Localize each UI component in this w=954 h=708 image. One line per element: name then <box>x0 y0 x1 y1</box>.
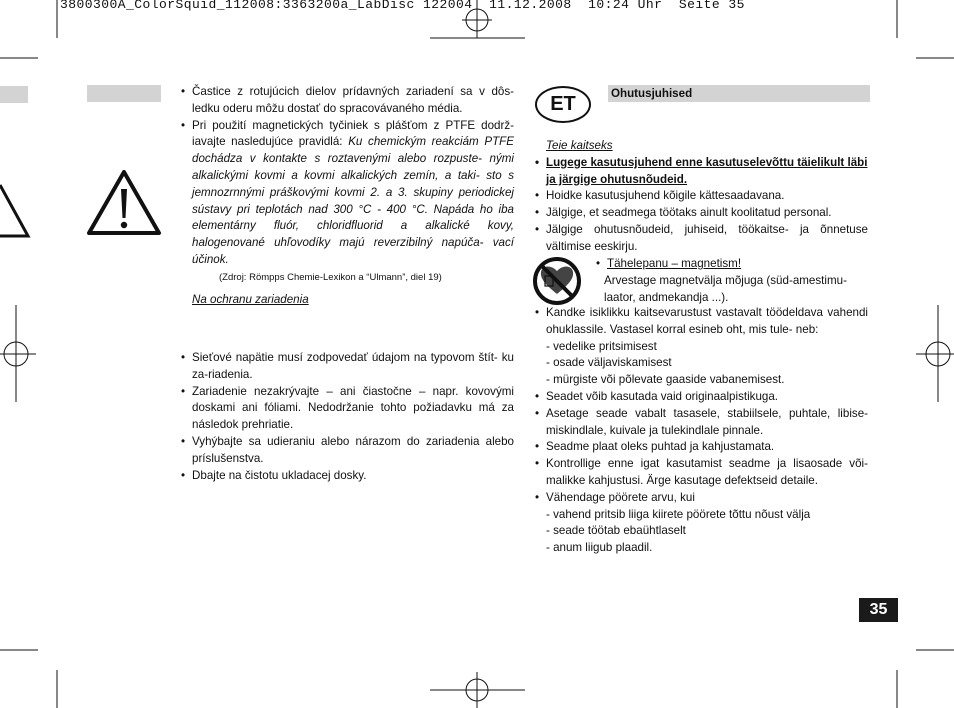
list-item: • Častice z rotujúcich dielov prídavných zariadení sa v dôs- ledku oderu môžu dostať do spracovávaného média. <box>181 84 514 118</box>
page-number: 35 <box>859 598 898 622</box>
list-item: • Kontrollige enne igat kasutamist seadme ja lisaosade või- malikke kahjustusi. Ärge kasutage defektseid detaile. <box>535 456 868 490</box>
registration-mark-icon <box>0 305 36 402</box>
list-item: • Hoidke kasutusjuhend kõigile kättesaadavana. <box>535 188 868 205</box>
list-item: • Pri použití magnetických tyčiniek s plášťom z PTFE dodrž- iavajte nasledujúce pravidlá: Ku chemickým reakciám PTFE dochádza v kontakte s roztavenými alebo rozpuste- nými alkalickými kovmi a kovmi alkalických zemín, a taki- sto s jemnozrnnými práškovými kovmi 2. a 3. skupiny periodickej sústavy pri teplotách nad 300 °C - 400 °C. Napáda ho iba elementárny fluór, chloridfluorid a alkalické kovy, halogenované uhľovodíky majú reverzibilný napúča- vací účinok. <box>181 118 514 269</box>
sub-item: - vahend pritsib liiga kiirete pöörete tõttu nõust välja <box>546 507 811 521</box>
registration-mark-icon <box>916 305 954 402</box>
section-title: Ohutusjuhised <box>608 85 870 102</box>
sub-item: - mürgiste või põlevate gaaside vabanemisest. <box>546 373 785 387</box>
registration-mark-icon <box>462 672 492 708</box>
sub-item: - anum liigub plaadil. <box>546 541 653 555</box>
section-subheading: Na ochranu zariadenia <box>192 292 309 306</box>
magnet-warning <box>596 256 868 306</box>
list-item: • Vyhýbajte sa udieraniu alebo nárazom do zariadenia alebo príslušenstva. <box>181 434 514 468</box>
list-item: • Seadet võib kasutada vaid originaalpistikuga. <box>535 389 868 406</box>
left-column <box>181 84 514 308</box>
list-item: • Seadme plaat oleks puhtad ja kahjustamata. <box>535 439 868 456</box>
list-item: • Dbajte na čistotu ukladacej dosky. <box>181 468 514 485</box>
warning-triangle-icon <box>89 172 159 233</box>
magnet-title: • Tähelepanu – magnetism! <box>596 256 868 273</box>
magnet-text: Arvestage magnetvälja mõjuga (süd-amestimu- laator, andmekandja ...). <box>604 273 847 304</box>
source-note: (Zdroj: Römpps Chemie-Lexikon a “Ulmann”, diel 19) <box>219 271 442 283</box>
sub-item: - osade väljaviskamisest <box>546 356 672 370</box>
list-item: • Jälgige, et seadmega töötaks ainult koolitatud personal. <box>535 205 868 222</box>
language-badge: ET <box>535 86 591 123</box>
print-header: 3800300A_ColorSquid_112008:3363200a_LabDisc 122004 11.12.2008 10:24 Uhr Seite 35 <box>60 0 745 12</box>
section-subheading: Teie kaitseks <box>546 139 613 152</box>
list-item: • Kandke isiklikku kaitsevarustust vastavalt töödeldava vahendi ohuklassile. Vastasel korral esineb oht, mis tule- neb: <box>535 305 868 339</box>
section-header-bar <box>87 85 161 102</box>
sub-item: - vedelike pritsimisest <box>546 339 657 353</box>
registration-mark-icon <box>462 0 492 38</box>
no-pacemaker-icon <box>535 259 579 303</box>
right-column-2 <box>535 305 868 557</box>
list-item: • Asetage seade vabalt tasasele, stabiilsele, puhtale, libise- miskindlale, kuivale ja tulekindlale pinnale. <box>535 406 868 440</box>
list-item: • Vähendage pöörete arvu, kui <box>535 490 868 507</box>
right-column <box>535 138 868 256</box>
left-column-2 <box>181 350 514 484</box>
sub-item: - seade töötab ebaühtlaselt <box>546 524 686 538</box>
warning-triangle-icon <box>0 185 28 236</box>
tab-marker <box>0 86 28 103</box>
list-item: • Sieťové napätie musí zodpovedať údajom na typovom štít- ku za-riadenia. <box>181 350 514 384</box>
list-item: • Jälgige ohutusnõudeid, juhiseid, töökaitse- ja õnnetuse vältimise eeskirju. <box>535 222 868 256</box>
list-item-important: • Lugege kasutusjuhend enne kasutuselevõttu täielikult läbi ja järgige ohutusnõudeid. <box>535 155 868 189</box>
list-item: • Zariadenie nezakrývajte – ani čiastočne – napr. kovovými doskami ani fóliami. Nedodržanie tohto požiadavku má za následok prehriatie. <box>181 384 514 434</box>
